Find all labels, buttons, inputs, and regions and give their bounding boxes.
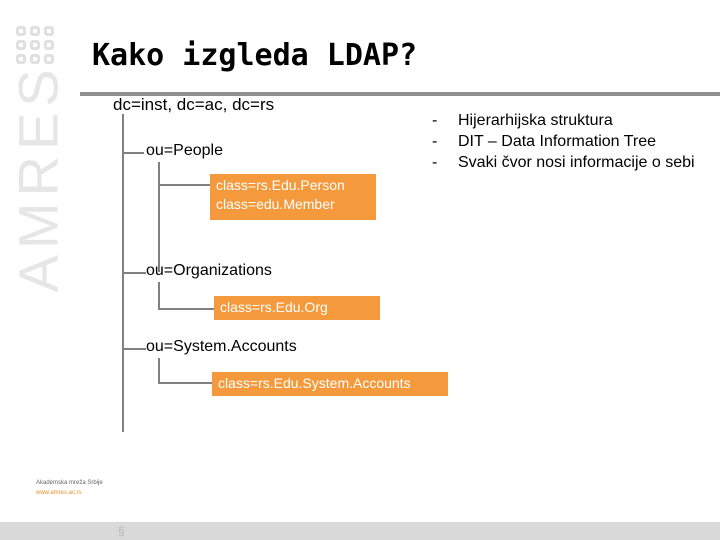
branch-people-line bbox=[122, 152, 144, 154]
sidebar bbox=[0, 0, 80, 540]
system-class-box bbox=[212, 372, 448, 396]
bullet-item bbox=[432, 110, 702, 131]
footer-bar bbox=[0, 522, 720, 540]
brand-vertical: AMRES bbox=[6, 63, 70, 293]
node-people: ou=People bbox=[146, 142, 223, 159]
people-class-line bbox=[158, 184, 210, 186]
tree-root-node: dc=inst, dc=ac, dc=rs bbox=[113, 95, 275, 114]
footer-text bbox=[36, 478, 103, 498]
people-class-2: class=edu.Member bbox=[216, 196, 335, 212]
bullet-dash: - bbox=[432, 133, 438, 150]
org-class-line bbox=[158, 308, 214, 310]
people-class-1: class=rs.Edu.Person bbox=[216, 177, 345, 193]
system-sub-line bbox=[158, 358, 160, 384]
branch-organizations-line bbox=[122, 272, 146, 274]
bullet-text: Hijerarhijska struktura bbox=[458, 112, 613, 129]
people-sub-line bbox=[158, 162, 160, 272]
footer-url: www.amres.ac.rs bbox=[36, 490, 82, 496]
node-organizations: ou=Organizations bbox=[146, 262, 272, 279]
system-class-line bbox=[158, 382, 212, 384]
org-sub-line bbox=[158, 282, 160, 310]
org-class: class=rs.Edu.Org bbox=[220, 299, 328, 315]
system-class: class=rs.Edu.System.Accounts bbox=[218, 375, 411, 391]
node-system-accounts: ou=System.Accounts bbox=[146, 338, 297, 355]
bullet-dash: - bbox=[432, 154, 438, 171]
bullet-list bbox=[432, 110, 702, 173]
branch-system-line bbox=[122, 348, 146, 350]
bullet-item bbox=[432, 131, 702, 152]
slide-title: Kako izgleda LDAP? bbox=[92, 38, 418, 73]
footer-org: Akademska mreža Srbije bbox=[36, 480, 103, 486]
footer-logo-icon: § bbox=[118, 524, 125, 538]
bullet-dash: - bbox=[432, 112, 438, 129]
bullet-item bbox=[432, 152, 702, 173]
bullet-text: DIT – Data Information Tree bbox=[458, 133, 657, 150]
org-class-box bbox=[214, 296, 380, 320]
people-class-box bbox=[210, 174, 376, 220]
bullet-text: Svaki čvor nosi informacije o sebi bbox=[458, 154, 695, 171]
